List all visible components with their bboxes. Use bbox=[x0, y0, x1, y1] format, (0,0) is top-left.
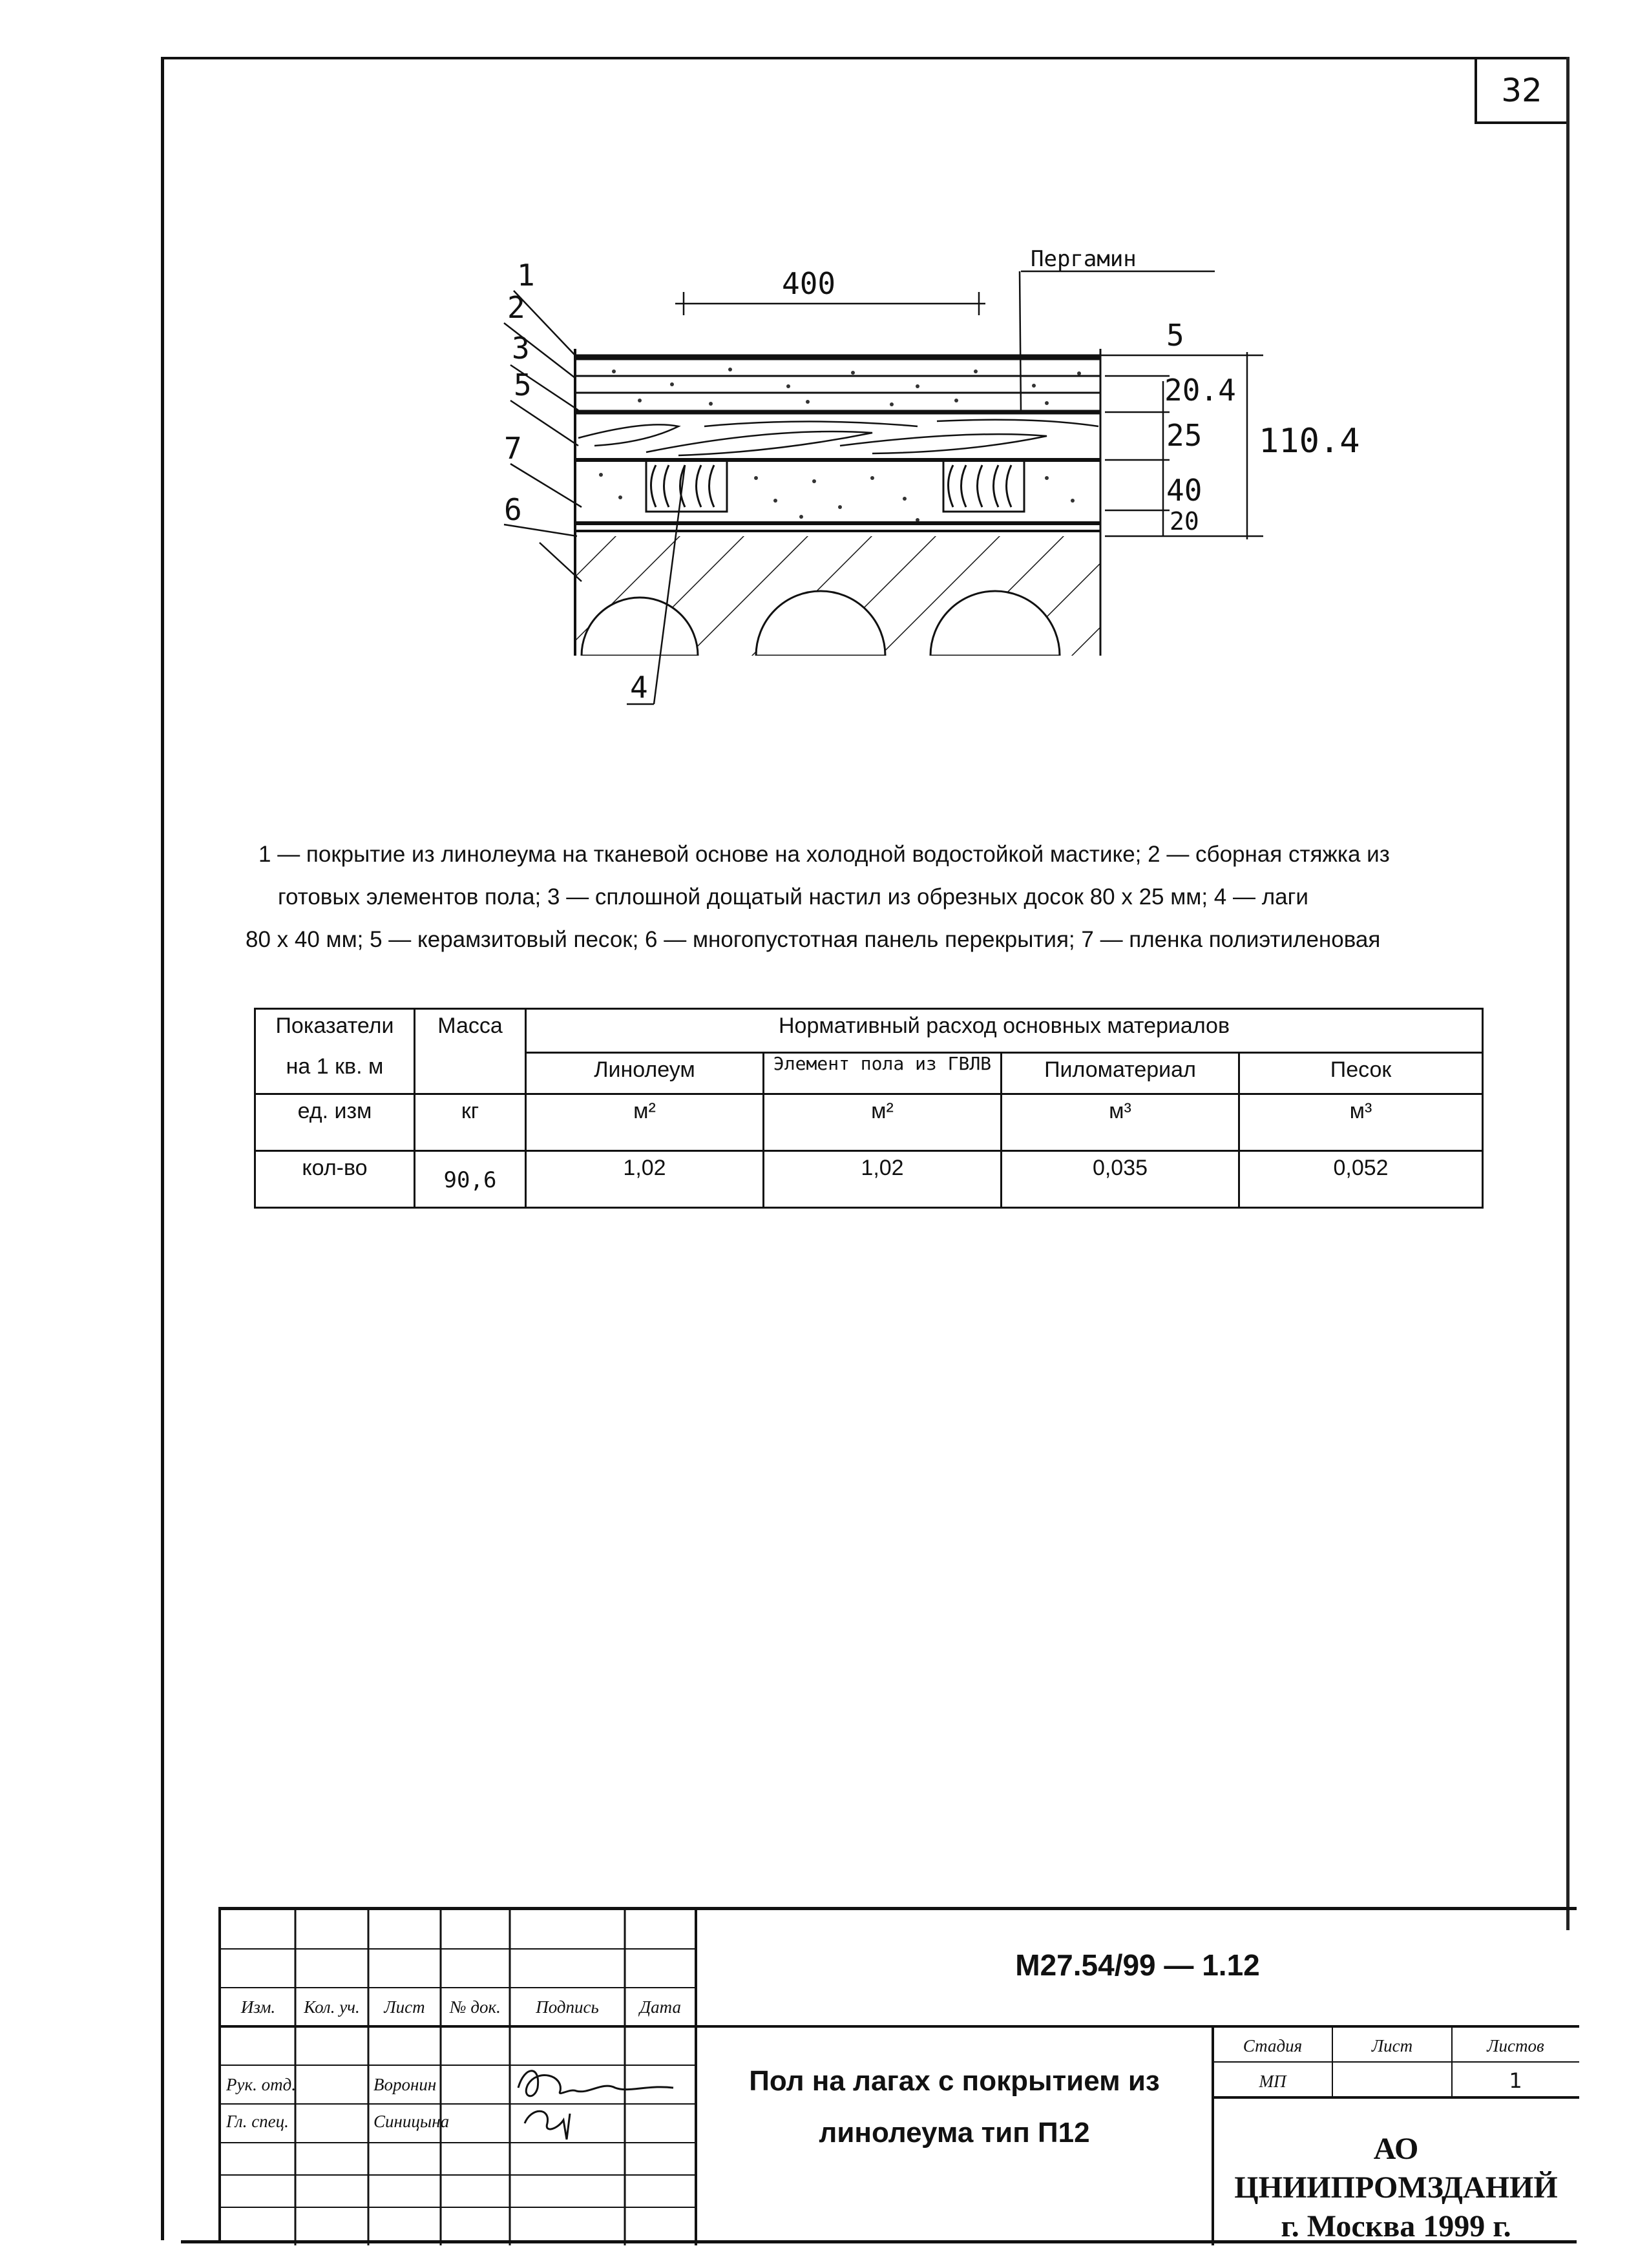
col-list: Лист bbox=[384, 1997, 425, 2017]
col-doc-no: № док. bbox=[450, 1997, 501, 2017]
col-date: Дата bbox=[639, 1997, 681, 2017]
layer-screed bbox=[612, 368, 1081, 406]
dim-5: 5 bbox=[1166, 318, 1184, 353]
name-chief-spec: Синицына bbox=[373, 2112, 450, 2131]
name-head-dept: Воронин bbox=[373, 2075, 437, 2094]
mass-value: 90,6 bbox=[415, 1151, 526, 1208]
unit-sand: м³ bbox=[1239, 1094, 1483, 1151]
joist-left bbox=[646, 460, 727, 512]
label-4: 4 bbox=[630, 670, 648, 705]
header-mass: Масса bbox=[415, 1009, 526, 1094]
label-3: 3 bbox=[512, 331, 530, 366]
note-parchment: Пергамин bbox=[1031, 246, 1137, 272]
header-consumption: Нормативный расход основных материалов bbox=[526, 1009, 1483, 1053]
legend-line-1: 1 — покрытие из линолеума на тканевой основе на холодной водостойкой мастике; 2 — сборная стяжка из bbox=[258, 842, 1390, 867]
qty-gvlv: 1,02 bbox=[764, 1151, 1002, 1208]
qty-linoleum: 1,02 bbox=[526, 1151, 764, 1208]
dim-20: 20 bbox=[1170, 507, 1199, 536]
stage-header: Стадия bbox=[1243, 2036, 1303, 2055]
dim-400: 400 bbox=[782, 266, 836, 301]
unit-linoleum: м² bbox=[526, 1094, 764, 1151]
label-5: 5 bbox=[514, 368, 532, 402]
joist-right bbox=[943, 460, 1024, 512]
label-1: 1 bbox=[517, 258, 535, 293]
row-units-label: ед. изм bbox=[255, 1094, 415, 1151]
row-qty-label: кол-во bbox=[255, 1151, 415, 1208]
dim-25: 25 bbox=[1166, 418, 1202, 453]
stage-value: МП bbox=[1259, 2072, 1286, 2091]
hollow-core-panel bbox=[569, 536, 1111, 675]
mass-unit: кг bbox=[415, 1094, 526, 1151]
sheets-value: 1 bbox=[1509, 2068, 1522, 2093]
signatures bbox=[512, 2062, 680, 2146]
col-izm: Изм. bbox=[240, 1997, 276, 2017]
header-lumber: Пиломатериал bbox=[1002, 1053, 1239, 1094]
layer-boards bbox=[578, 420, 1098, 455]
header-sand: Песок bbox=[1239, 1053, 1483, 1094]
header-linoleum: Линолеум bbox=[526, 1053, 764, 1094]
dim-40: 40 bbox=[1166, 473, 1202, 508]
qty-sand: 0,052 bbox=[1239, 1151, 1483, 1208]
legend-line-3: 80 х 40 мм; 5 — керамзитовый песок; 6 — многопустотная панель перекрытия; 7 — пленка полиэтиленовая bbox=[246, 927, 1381, 952]
document-number: М27.54/99 — 1.12 bbox=[1015, 1948, 1260, 1982]
sheet-header: Лист bbox=[1371, 2036, 1413, 2055]
organization: АО ЦНИИПРОМЗДАНИЙ г. Москва 1999 г. bbox=[1234, 2132, 1558, 2243]
legend-line-2: готовых элементов пола; 3 — сплошной дощатый настил из обрезных досок 80 х 25 мм; 4 — лаги bbox=[278, 884, 1308, 910]
label-6: 6 bbox=[504, 492, 522, 527]
unit-lumber: м³ bbox=[1002, 1094, 1239, 1151]
dim-20-4: 20.4 bbox=[1164, 373, 1236, 408]
page-number: 32 bbox=[1475, 59, 1566, 124]
qty-lumber: 0,035 bbox=[1002, 1151, 1239, 1208]
materials-table bbox=[254, 1008, 1484, 1209]
layer-sand bbox=[599, 473, 1075, 522]
label-7: 7 bbox=[504, 431, 522, 466]
title-block bbox=[218, 1907, 1577, 2242]
unit-gvlv: м² bbox=[764, 1094, 1002, 1151]
role-head-dept: Рук. отд. bbox=[226, 2075, 297, 2094]
col-signature: Подпись bbox=[536, 1997, 599, 2017]
col-kol-uch: Кол. уч. bbox=[304, 1997, 360, 2017]
floor-section-drawing bbox=[0, 0, 1638, 749]
dim-total: 110.4 bbox=[1259, 422, 1360, 461]
legend bbox=[246, 833, 1512, 961]
document-title: Пол на лагах с покрытием из линолеума тип П12 bbox=[749, 2065, 1160, 2148]
role-chief-spec: Гл. спец. bbox=[226, 2112, 289, 2131]
header-indicators: Показатели на 1 кв. м bbox=[255, 1009, 415, 1094]
label-2: 2 bbox=[507, 290, 525, 325]
sheets-header: Листов bbox=[1487, 2036, 1544, 2055]
header-gvlv: Элемент пола из ГВЛВ bbox=[764, 1053, 1002, 1094]
